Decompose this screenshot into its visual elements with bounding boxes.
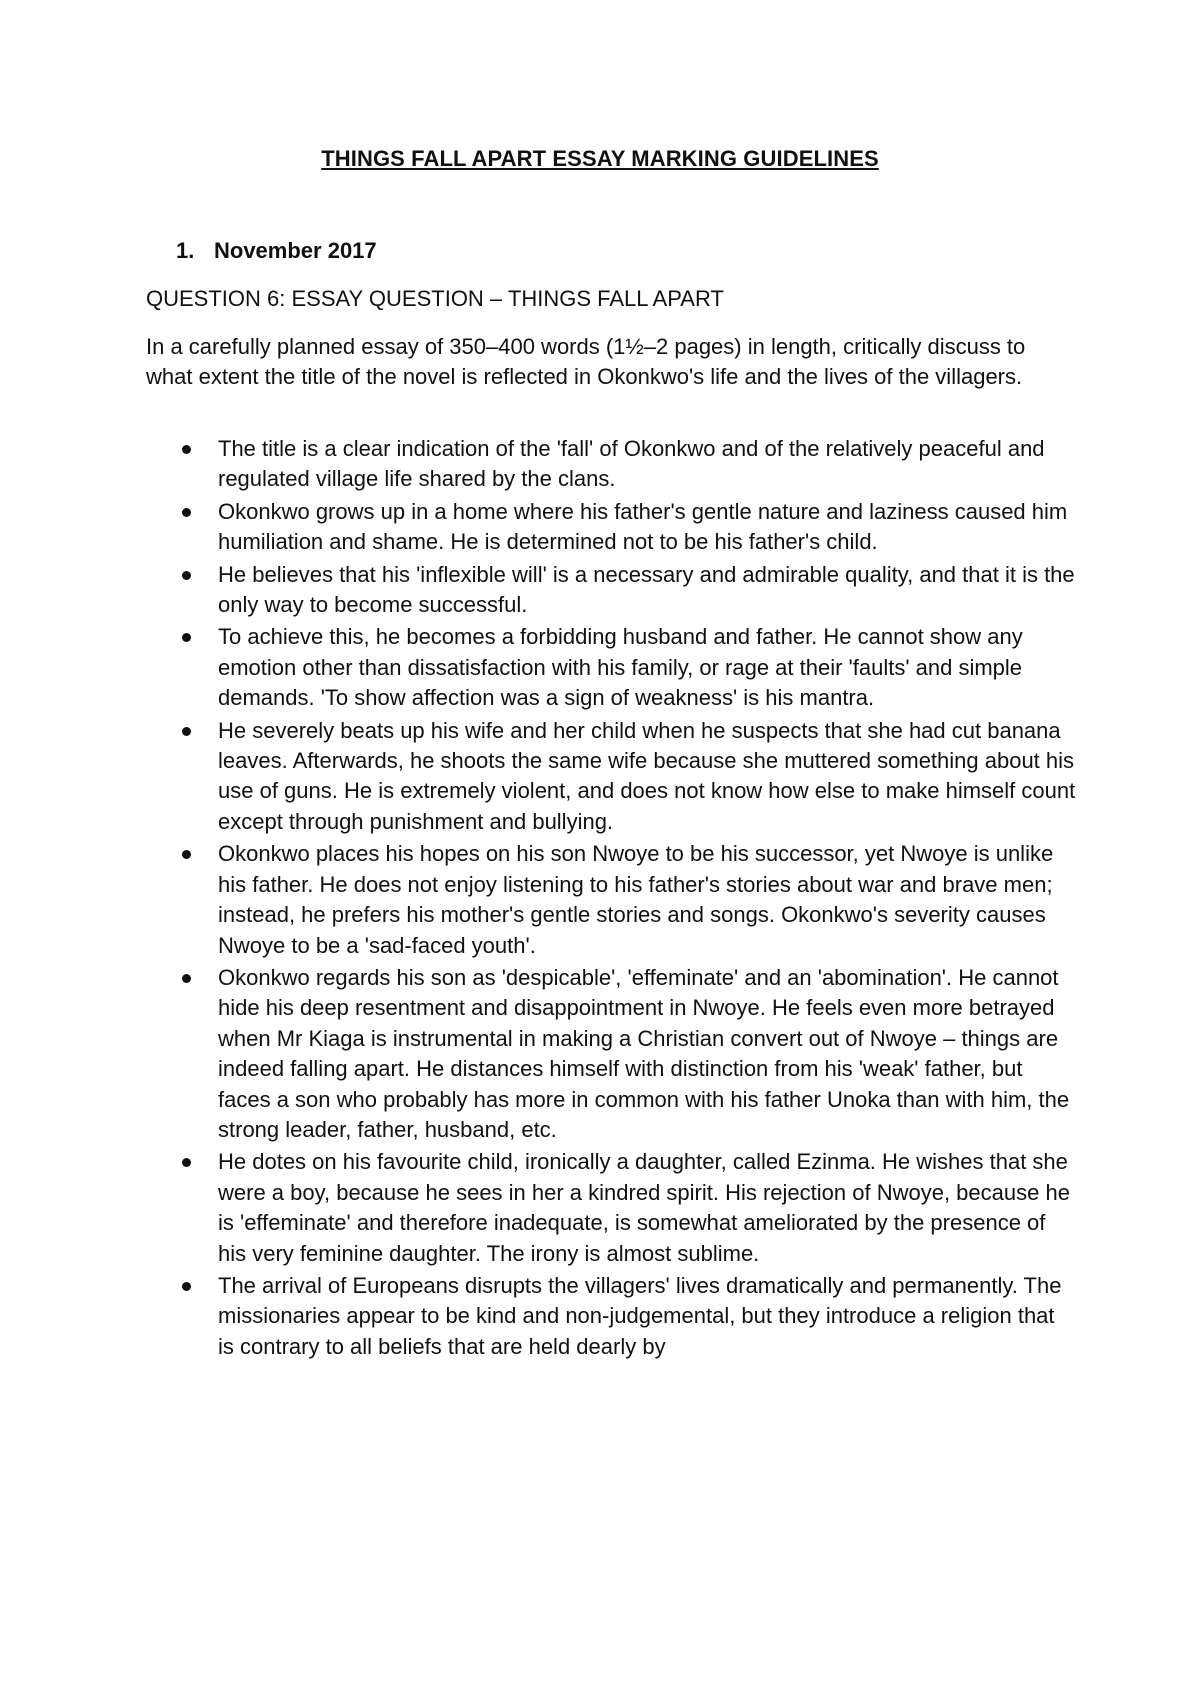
bullet-icon [182, 974, 191, 983]
section-label: November 2017 [214, 238, 377, 263]
list-item-text: The title is a clear indication of the 'fall' of Okonkwo and of the relatively peaceful and regulated village life shared by the clans. [218, 436, 1045, 492]
marking-points-list [146, 434, 1076, 1364]
list-item [146, 497, 1076, 558]
list-item [146, 1271, 1076, 1362]
list-item-text: He dotes on his favourite child, ironically a daughter, called Ezinma. He wishes that she were a boy, because he sees in her a kindred spirit. His rejection of Nwoye, because he is 'effeminate' and therefore inadequate, is somewhat ameliorated by the presence of his very feminine daughter. The irony is almost sublime. [218, 1149, 1070, 1266]
list-item-text: The arrival of Europeans disrupts the villagers' lives dramatically and permanently. The missionaries appear to be kind and non-judgemental, but they introduce a religion that is contrary to all beliefs that are held dearly by [218, 1272, 1062, 1359]
list-item [146, 560, 1076, 621]
list-item-text: To achieve this, he becomes a forbidding husband and father. He cannot show any emotion other than dissatisfaction with his family, or rage at their 'faults' and simple demands. 'To show affection was a sign of weakness' is his mantra. [218, 624, 1023, 711]
list-item [146, 963, 1076, 1145]
list-item [146, 716, 1076, 838]
bullet-icon [182, 445, 191, 454]
document-title: THINGS FALL APART ESSAY MARKING GUIDELINES [321, 146, 879, 171]
bullet-icon [182, 571, 191, 580]
list-item [146, 839, 1076, 961]
bullet-icon [182, 1282, 191, 1291]
list-item-text: He believes that his 'inflexible will' is a necessary and admirable quality, and that it is the only way to become successful. [218, 561, 1075, 618]
list-item [146, 434, 1076, 495]
section-number: 1. [176, 238, 195, 263]
bullet-icon [182, 727, 191, 736]
list-item [146, 1147, 1076, 1269]
question-text: In a carefully planned essay of 350–400 words (1½–2 pages) in length, critically discuss to what extent the title of the novel is reflected in Okonkwo's life and the lives of the villagers. [146, 334, 1026, 389]
list-item [146, 622, 1076, 713]
bullet-icon [182, 850, 191, 859]
list-item-text: Okonkwo grows up in a home where his father's gentle nature and laziness caused him humiliation and shame. He is determined not to be his father's child. [218, 498, 1068, 555]
list-item-text: He severely beats up his wife and her child when he suspects that she had cut banana leaves. Afterwards, he shoots the same wife because she muttered something about his use of guns. He is extremely violent, and does not know how else to make himself count except through punishment and bullying. [218, 717, 1076, 834]
bullet-icon [182, 633, 191, 642]
section-heading [176, 238, 377, 264]
bullet-icon [182, 508, 191, 517]
bullet-icon [182, 1158, 191, 1167]
list-item-text: Okonkwo regards his son as 'despicable', 'effeminate' and an 'abomination'. He cannot hide his deep resentment and disappointment in Nwoye. He feels even more betrayed when Mr Kiaga is instrumental in making a Christian convert out of Nwoye – things are indeed falling apart. He distances himself with distinction from his 'weak' father, but faces a son who probably has more in common with his father Unoka than with him, the strong leader, father, husband, etc. [218, 964, 1070, 1142]
question-heading: QUESTION 6: ESSAY QUESTION – THINGS FALL APART [146, 286, 724, 311]
list-item-text: Okonkwo places his hopes on his son Nwoye to be his successor, yet Nwoye is unlike his father. He does not enjoy listening to his father's stories about war and brave men; instead, he prefers his mother's gentle stories and songs. Okonkwo's severity causes Nwoye to be a 'sad-faced youth'. [218, 841, 1054, 958]
